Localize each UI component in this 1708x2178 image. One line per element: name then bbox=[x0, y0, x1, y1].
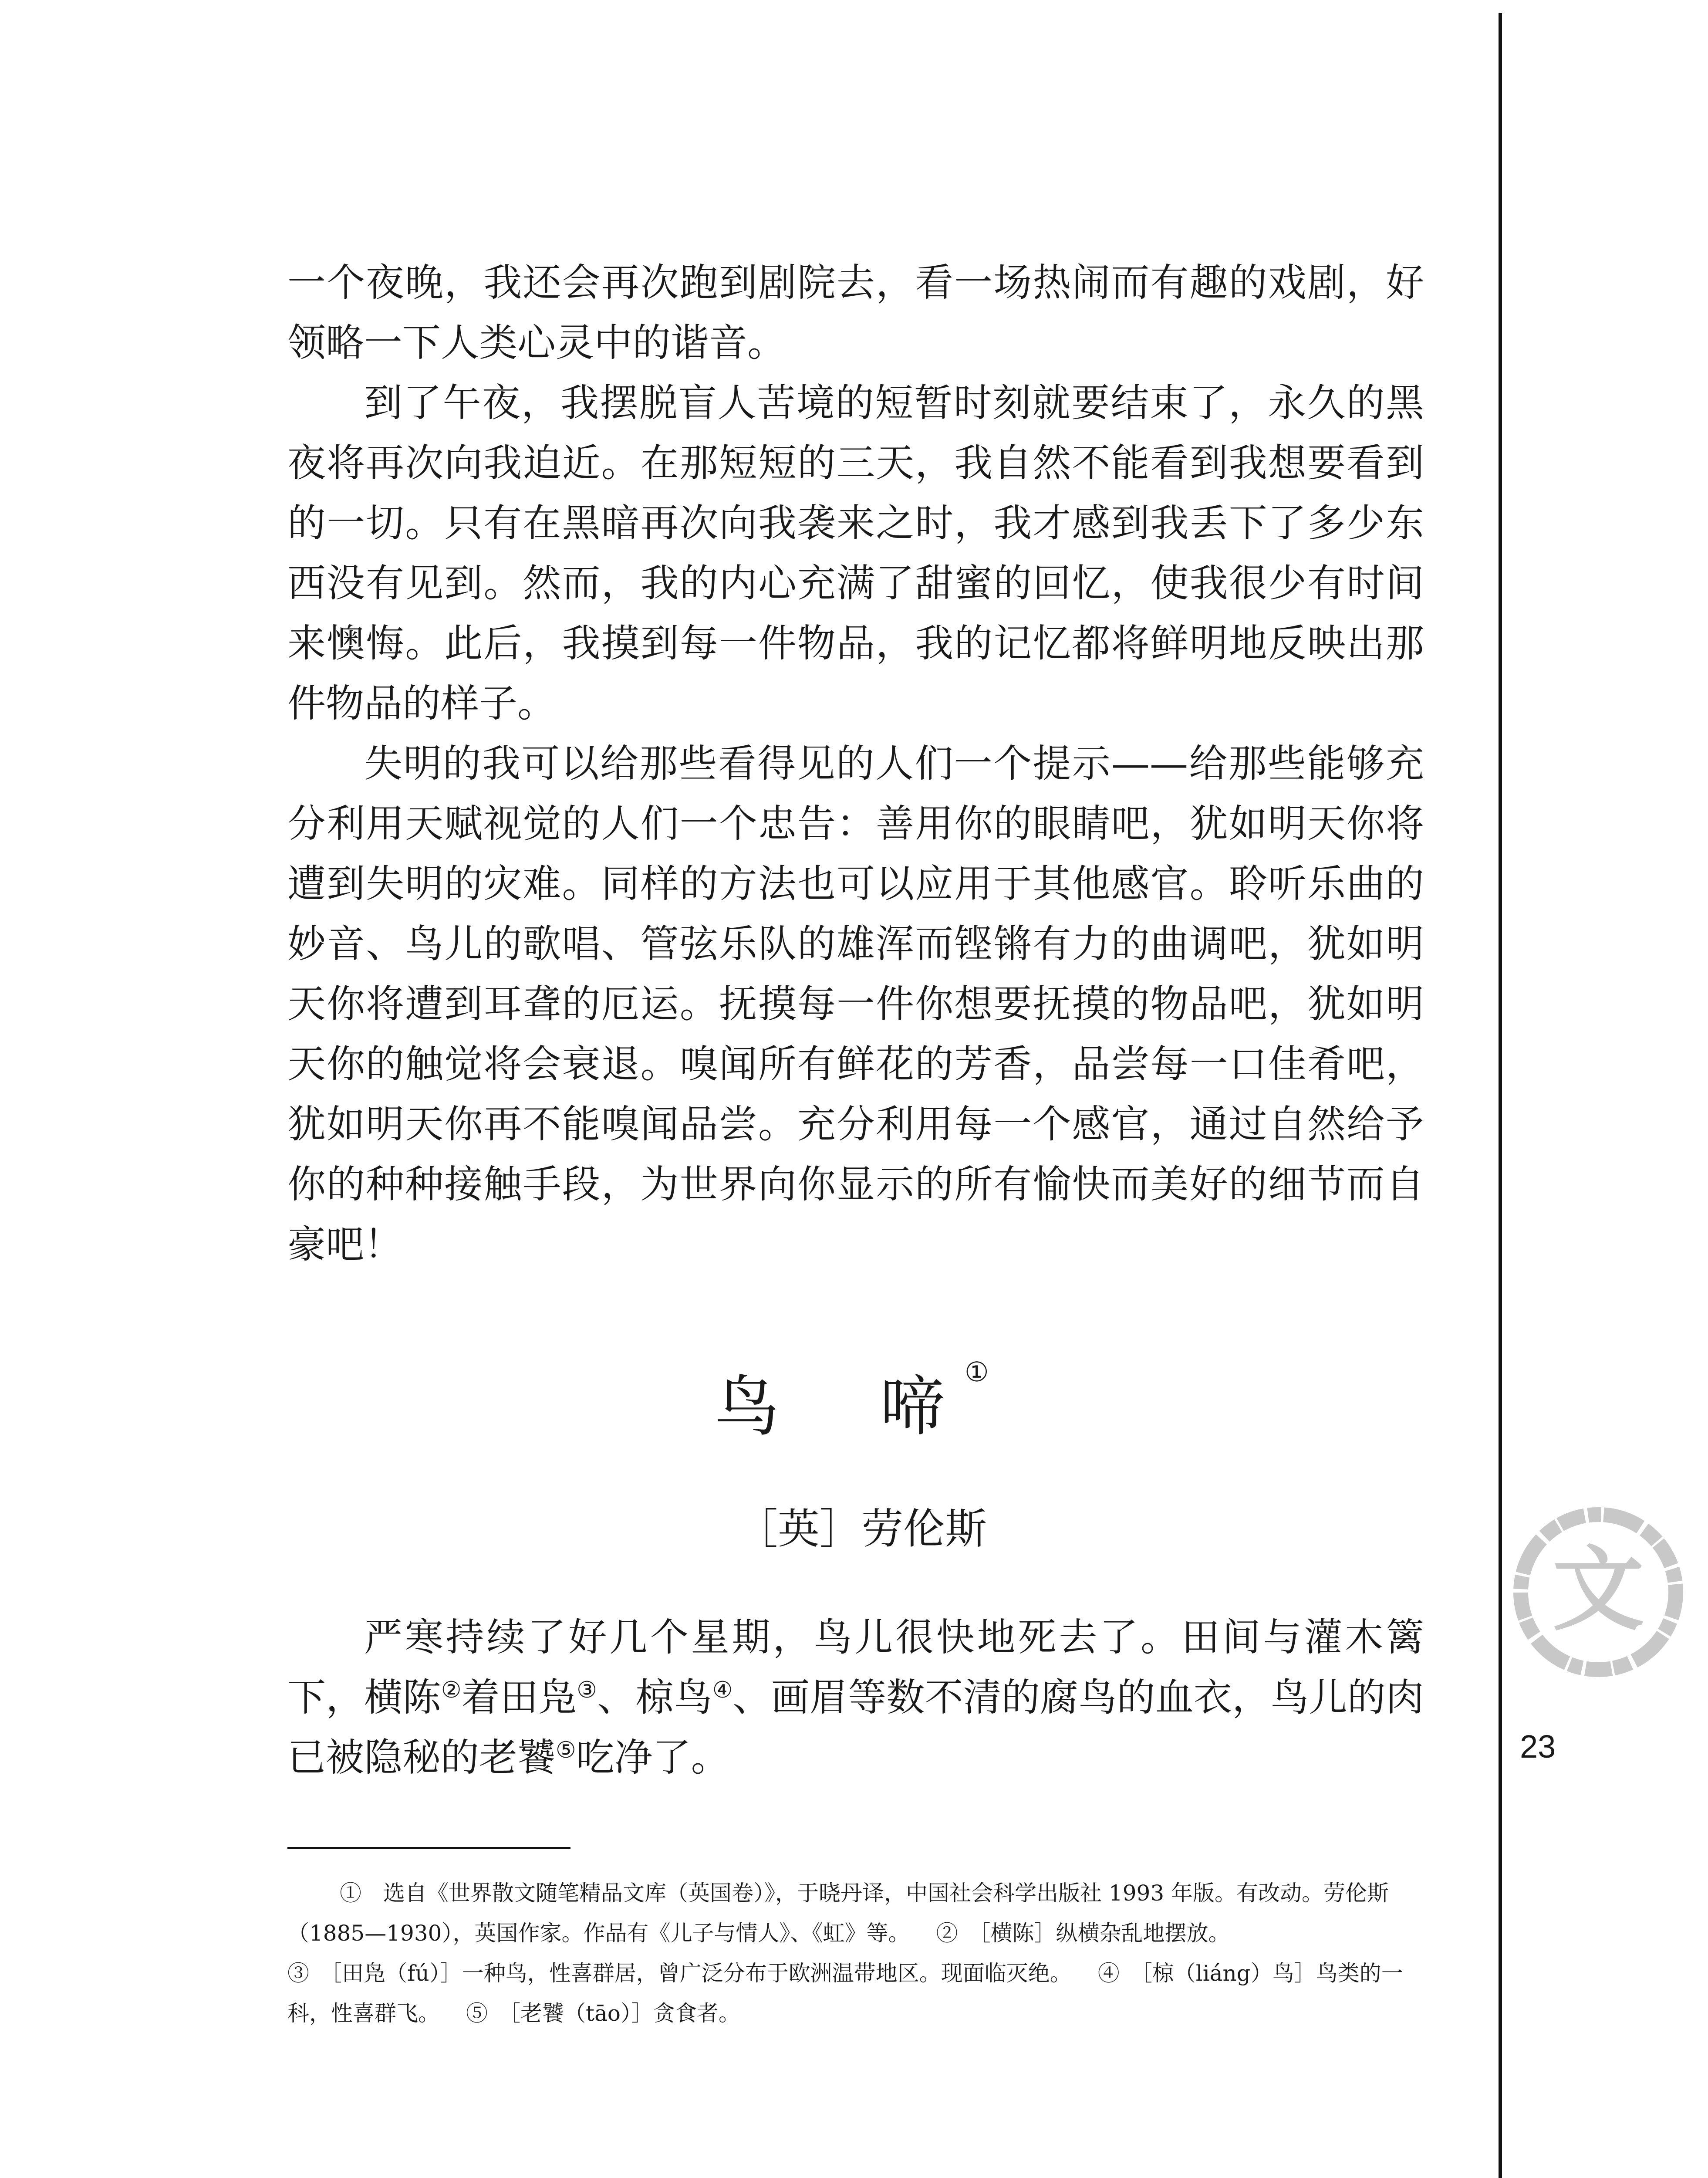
essay-body bbox=[287, 1607, 1424, 1788]
title-char-2: 啼 bbox=[880, 1369, 945, 1445]
seal-char: 文 bbox=[1552, 1535, 1644, 1643]
text-run: 、画眉等数不清的腐鸟的血衣，鸟儿的肉已被隐秘的老饕 bbox=[287, 1675, 1424, 1780]
page-number: 23 bbox=[1520, 1728, 1556, 1765]
seal-wen-icon bbox=[1513, 1507, 1683, 1677]
essay-title bbox=[705, 1356, 1054, 1455]
footnote-block bbox=[287, 1873, 1428, 1953]
title-char-1: 鸟 bbox=[714, 1369, 780, 1445]
text-run: 着田凫 bbox=[461, 1675, 577, 1720]
footnote-mark: ④ bbox=[712, 1677, 733, 1703]
footnotes bbox=[287, 1873, 1428, 2033]
essay-author: ［英］劳伦斯 bbox=[736, 1505, 987, 1553]
footnote-block bbox=[287, 1953, 1428, 2033]
footnote-5: ⑤ ［老饕（tāo）］贪食者。 bbox=[466, 2001, 741, 2026]
footnote-3: ③ ［田凫（fú）］一种鸟，性喜群居，曾广泛分布于欧洲温带地区。现面临灭绝。 bbox=[287, 1961, 1072, 1986]
paragraph bbox=[287, 1607, 1424, 1788]
footnote-separator bbox=[287, 1847, 570, 1849]
margin-vertical-rule bbox=[1499, 13, 1502, 2178]
paragraph: 失明的我可以给那些看得见的人们一个提示——给那些能够充分利用天赋视觉的人们一个忠告：善用你的眼睛吧，犹如明天你将遭到失明的灾难。同样的方法也可以应用于其他感官。聆听乐曲的妙音、鸟儿的歌唱、管弦乐队的雄浑而铿锵有力的曲调吧，犹如明天你将遭到耳聋的厄运。抚摸每一件你想要抚摸的物品吧，犹如明天你的触觉将会衰退。嗅闻所有鲜花的芳香，品尝每一口佳肴吧，犹如明天你再不能嗅闻品尝。充分利用每一个感官，通过自然给予你的种种接触手段，为世界向你显示的所有愉快而美好的细节而自豪吧！ bbox=[287, 741, 1424, 1267]
text-run: 吃净了。 bbox=[576, 1735, 729, 1780]
text-run: 严寒持续了好几个星期，鸟儿很快地死去了。田间与灌木篱下，横陈 bbox=[287, 1615, 1424, 1720]
previous-essay-ending bbox=[287, 253, 1424, 1275]
footnote-1: ① 选自《世界散文随笔精品文库（英国卷）》，于晓丹译，中国社会科学出版社 1993 年版。有改动。劳伦斯（1885—1930），英国作家。作品有《儿子与情人》、《虹》等。 bbox=[287, 1880, 1389, 1946]
footnote-mark: ③ bbox=[577, 1677, 597, 1703]
title-footnote-mark: ① bbox=[965, 1356, 989, 1388]
footnote-mark: ② bbox=[441, 1677, 462, 1703]
paragraph: 到了午夜，我摆脱盲人苦境的短暂时刻就要结束了，永久的黑夜将再次向我迫近。在那短短的三天，我自然不能看到我想要看到的一切。只有在黑暗再次向我袭来之时，我才感到我丢下了多少东西没有见到。然而，我的内心充满了甜蜜的回忆，使我很少有时间来懊悔。此后，我摸到每一件物品，我的记忆都将鲜明地反映出那件物品的样子。 bbox=[287, 380, 1424, 726]
footnote-2: ② ［横陈］纵横杂乱地摆放。 bbox=[936, 1921, 1230, 1946]
paragraph: 一个夜晚，我还会再次跑到剧院去，看一场热闹而有趣的戏剧，好领略一下人类心灵中的谐音。 bbox=[287, 260, 1424, 365]
footnote-mark: ⑤ bbox=[556, 1737, 576, 1763]
footnote-4: ④ ［椋（liáng）鸟］鸟类的一科，性喜群飞。 bbox=[287, 1961, 1403, 2026]
text-run: 、椋鸟 bbox=[597, 1675, 712, 1720]
